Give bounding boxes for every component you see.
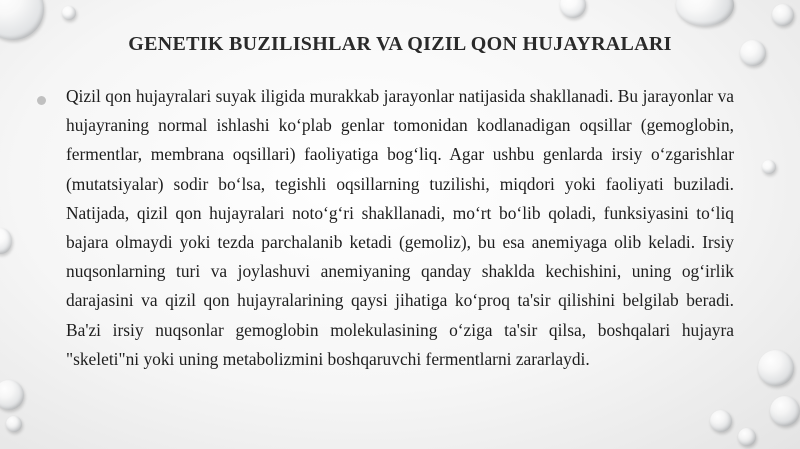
slide-title: GENETIK BUZILISHLAR VA QIZIL QON HUJAYRALARI [128, 33, 672, 55]
water-droplet [62, 6, 76, 20]
water-droplet [0, 380, 24, 410]
water-droplet [738, 428, 756, 446]
water-droplet [770, 396, 800, 426]
water-droplet [676, 0, 734, 26]
water-droplet [762, 160, 776, 174]
slide-body-text: Qizil qon hujayralari suyak iligida murakkab jarayonlar natijasida shakllanadi. Bu jarayonlar va hujayraning normal ishlashi ko‘plab genlar tomonidan kodlanadigan oqsillar (gemoglobin, fermentlar, membrana oqsillari) faoliyatiga bog‘liq. Agar ushbu genlarda irsiy o‘zgarishlar (mutatsiyalar) sodir bo‘lsa, tegishli oqsillarning tuzilishi, miqdori yoki faoliyati buziladi. Natijada, qizil qon hujayralari noto‘g‘ri shakllanadi, mo‘rt bo‘lib qoladi, funksiyasini to‘liq bajara olmaydi yoki tezda parchalanib ketadi (gemoliz), bu esa anemiyaga olib keladi. Irsiy nuqsonlarning turi va joylashuvi anemiyaning qanday shaklda kechishini, uning og‘irlik darajasini va qizil qon hujayralarining qaysi jihatiga ko‘proq ta'sir qilishini belgilab beradi. Ba'zi irsiy nuqsonlar gemoglobin molekulasining o‘ziga ta'sir qilsa, boshqalari hujayra "skeleti"ni yoki uning metabolizmini boshqaruvchi fermentlarni zararlaydi. [66, 86, 734, 369]
water-droplet [6, 416, 22, 432]
water-droplet [758, 350, 794, 386]
water-droplet [772, 4, 794, 26]
water-droplet [560, 0, 586, 18]
water-droplet [710, 410, 732, 432]
water-droplet [0, 228, 12, 254]
bullet-icon [37, 96, 46, 105]
